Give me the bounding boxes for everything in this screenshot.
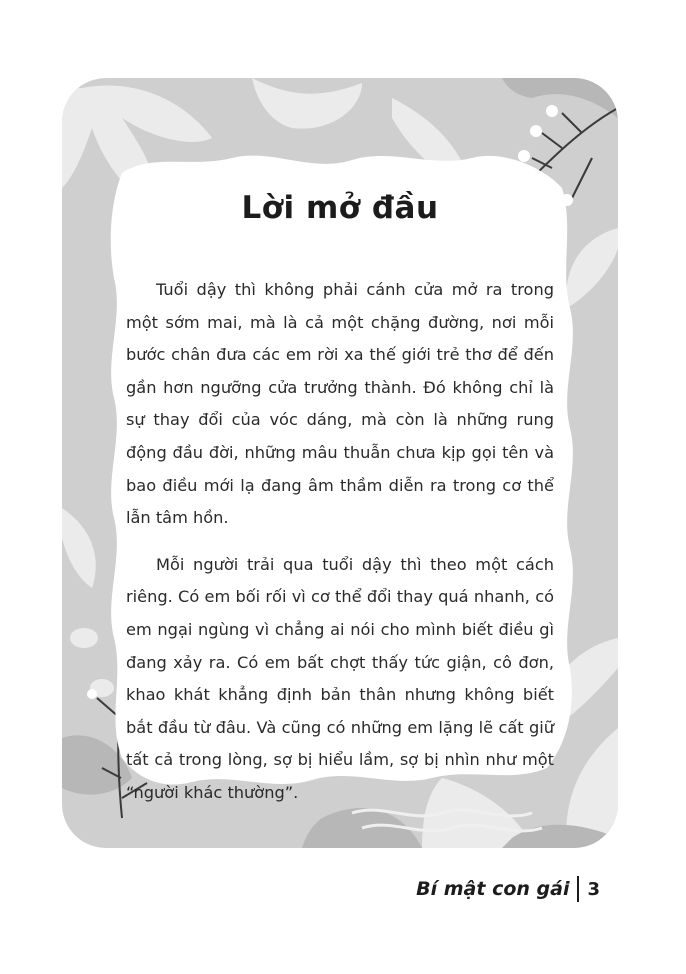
page-title: Lời mở đầu	[241, 190, 439, 226]
decorative-frame	[62, 78, 618, 848]
footer-separator	[577, 876, 579, 902]
paragraph-1: Tuổi dậy thì không phải cánh cửa mở ra trong một sớm mai, mà là cả một chặng đường, nơi mỗi bước chân đưa các em rời xa thế giới trẻ thơ để đến gần hơn ngưỡng cửa trưởng thành. Đó không chỉ là sự thay đổi của vóc dáng, mà còn là những rung động đầu đời, những mâu thuẫn chưa kịp gọi tên và bao điều mới lạ đang âm thầm diễn ra trong cơ thể lẫn tâm hồn.	[126, 280, 554, 528]
paragraph-2: Mỗi người trải qua tuổi dậy thì theo một cách riêng. Có em bối rối vì cơ thể đổi thay quá nhanh, có em ngại ngùng vì chẳng ai nói cho mình biết điều gì đang xảy ra. Có em bất chợt thấy tức giận, cô đơn, khao khát khẳng định bản thân nhưng không biết bắt đầu từ đâu. Và cũng có những em lặng lẽ cất giữ tất cả trong lòng, sợ bị hiểu lầm, sợ bị nhìn như một “người khác thường”.	[126, 554, 554, 802]
page-number: 3	[587, 878, 600, 900]
book-title: Bí mật con gái	[416, 878, 570, 900]
body-text	[126, 274, 554, 824]
page-content	[62, 78, 618, 848]
page-footer	[416, 876, 600, 902]
